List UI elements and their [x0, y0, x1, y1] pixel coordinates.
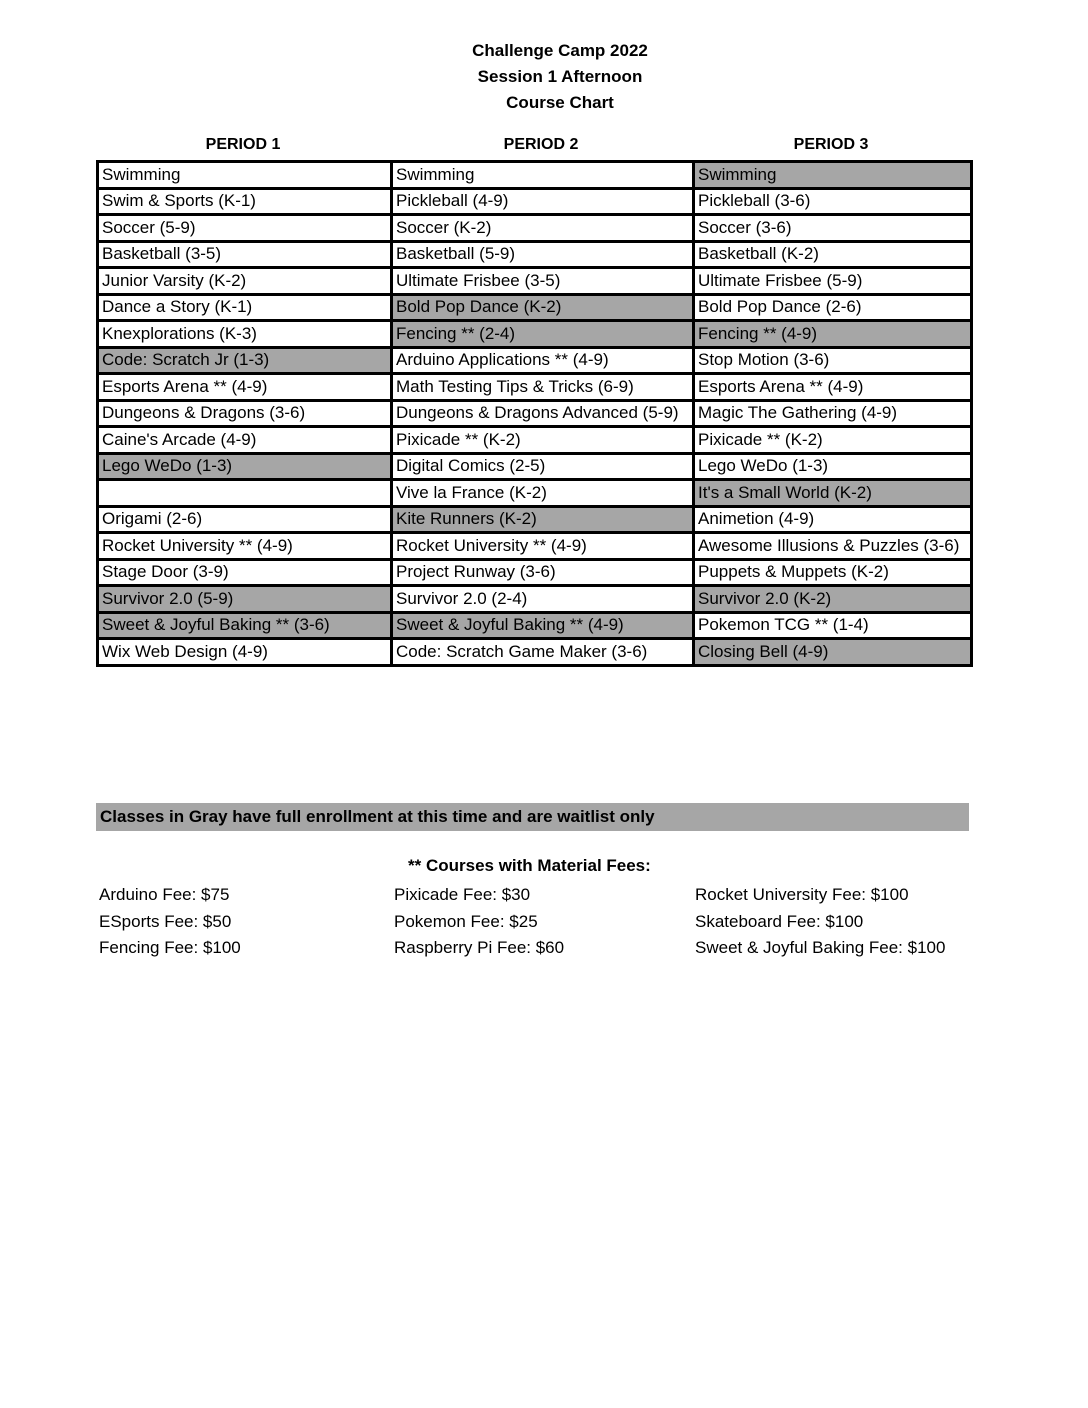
waitlist-notice: Classes in Gray have full enrollment at this time and are waitlist only — [96, 803, 969, 831]
course-cell-period-1: Dance a Story (K-1) — [98, 294, 392, 321]
course-cell-period-2: Pixicade ** (K-2) — [392, 427, 694, 454]
course-row — [98, 347, 972, 374]
course-cell-period-2: Fencing ** (2-4) — [392, 321, 694, 348]
fee-item: Fencing Fee: $100 — [99, 938, 241, 957]
course-cell-period-3: Pixicade ** (K-2) — [694, 427, 972, 454]
course-cell-period-3: Closing Bell (4-9) — [694, 639, 972, 666]
course-cell-period-3: Bold Pop Dance (2-6) — [694, 294, 972, 321]
title-line-session: Session 1 Afternoon — [477, 67, 643, 86]
course-cell-period-2: Pickleball (4-9) — [392, 188, 694, 215]
course-cell-period-3: Pokemon TCG ** (1-4) — [694, 612, 972, 639]
course-cell-period-1: Wix Web Design (4-9) — [98, 639, 392, 666]
course-row — [98, 321, 972, 348]
course-cell-period-3: Basketball (K-2) — [694, 241, 972, 268]
course-cell-period-3: Lego WeDo (1-3) — [694, 453, 972, 480]
course-cell-period-1: Esports Arena ** (4-9) — [98, 374, 392, 401]
period-3-header: PERIOD 3 — [793, 136, 869, 153]
course-row — [98, 427, 972, 454]
course-cell-period-2: Kite Runners (K-2) — [392, 506, 694, 533]
course-row — [98, 453, 972, 480]
period-1-header: PERIOD 1 — [205, 136, 281, 153]
course-cell-period-2: Math Testing Tips & Tricks (6-9) — [392, 374, 694, 401]
course-cell-period-1: Sweet & Joyful Baking ** (3-6) — [98, 612, 392, 639]
period-2-header: PERIOD 2 — [503, 136, 579, 153]
fee-item: Rocket University Fee: $100 — [695, 885, 909, 904]
course-cell-period-3: Magic The Gathering (4-9) — [694, 400, 972, 427]
fee-item: Raspberry Pi Fee: $60 — [394, 938, 565, 957]
course-row — [98, 294, 972, 321]
course-cell-period-1: Knexplorations (K-3) — [98, 321, 392, 348]
course-cell-period-3: Soccer (3-6) — [694, 215, 972, 242]
fee-item: Sweet & Joyful Baking Fee: $100 — [695, 938, 946, 957]
course-row — [98, 506, 972, 533]
fee-item: Pixicade Fee: $30 — [394, 885, 531, 904]
fee-item: Skateboard Fee: $100 — [695, 911, 864, 931]
course-row — [98, 533, 972, 560]
course-row — [98, 612, 972, 639]
course-row — [98, 586, 972, 613]
period-headers — [96, 136, 970, 154]
course-row — [98, 215, 972, 242]
material-fees-heading: ** Courses with Material Fees: — [408, 856, 651, 875]
material-fees-list — [99, 882, 985, 962]
course-cell-period-2: Soccer (K-2) — [392, 215, 694, 242]
course-cell-period-2: Survivor 2.0 (2-4) — [392, 586, 694, 613]
course-cell-period-2: Bold Pop Dance (K-2) — [392, 294, 694, 321]
course-cell-period-1: Soccer (5-9) — [98, 215, 392, 242]
course-cell-period-2: Sweet & Joyful Baking ** (4-9) — [392, 612, 694, 639]
fee-item: Pokemon Fee: $25 — [394, 911, 538, 931]
title-line-camp: Challenge Camp 2022 — [472, 41, 648, 60]
document-title — [0, 38, 1088, 116]
course-cell-period-3: Stop Motion (3-6) — [694, 347, 972, 374]
fee-item: ESports Fee: $50 — [99, 911, 232, 931]
course-cell-period-2: Arduino Applications ** (4-9) — [392, 347, 694, 374]
course-cell-period-1: Swim & Sports (K-1) — [98, 188, 392, 215]
course-cell-period-2: Vive la France (K-2) — [392, 480, 694, 507]
course-row — [98, 188, 972, 215]
course-cell-period-3: Survivor 2.0 (K-2) — [694, 586, 972, 613]
course-row — [98, 374, 972, 401]
fee-column-3 — [695, 882, 985, 962]
course-row — [98, 162, 972, 189]
course-row — [98, 559, 972, 586]
course-cell-period-1: Origami (2-6) — [98, 506, 392, 533]
course-row — [98, 639, 972, 666]
course-cell-period-1: Swimming — [98, 162, 392, 189]
course-row — [98, 480, 972, 507]
course-cell-period-2: Project Runway (3-6) — [392, 559, 694, 586]
course-row — [98, 400, 972, 427]
course-cell-period-2: Rocket University ** (4-9) — [392, 533, 694, 560]
course-cell-period-1: Junior Varsity (K-2) — [98, 268, 392, 295]
course-cell-period-2: Swimming — [392, 162, 694, 189]
fee-column-1 — [99, 882, 394, 962]
course-cell-period-1: Dungeons & Dragons (3-6) — [98, 400, 392, 427]
course-cell-period-1: Basketball (3-5) — [98, 241, 392, 268]
course-row — [98, 241, 972, 268]
course-cell-period-1: Rocket University ** (4-9) — [98, 533, 392, 560]
course-cell-period-3: Swimming — [694, 162, 972, 189]
course-table — [96, 160, 973, 667]
fee-item: Arduino Fee: $75 — [99, 885, 230, 904]
title-line-chart: Course Chart — [506, 93, 614, 112]
course-cell-period-3: It's a Small World (K-2) — [694, 480, 972, 507]
course-cell-period-2: Digital Comics (2-5) — [392, 453, 694, 480]
course-cell-period-3: Ultimate Frisbee (5-9) — [694, 268, 972, 295]
course-cell-period-3: Animetion (4-9) — [694, 506, 972, 533]
course-row — [98, 268, 972, 295]
course-cell-period-1: Lego WeDo (1-3) — [98, 453, 392, 480]
course-cell-period-3: Fencing ** (4-9) — [694, 321, 972, 348]
course-cell-period-2: Basketball (5-9) — [392, 241, 694, 268]
course-cell-period-1: Survivor 2.0 (5-9) — [98, 586, 392, 613]
course-cell-period-3: Pickleball (3-6) — [694, 188, 972, 215]
course-cell-period-1: Stage Door (3-9) — [98, 559, 392, 586]
course-cell-period-2: Ultimate Frisbee (3-5) — [392, 268, 694, 295]
course-cell-period-2: Dungeons & Dragons Advanced (5-9) — [392, 400, 694, 427]
course-cell-period-3: Esports Arena ** (4-9) — [694, 374, 972, 401]
course-cell-period-1 — [98, 480, 392, 507]
course-cell-period-1: Caine's Arcade (4-9) — [98, 427, 392, 454]
course-cell-period-3: Awesome Illusions & Puzzles (3-6) — [694, 533, 972, 560]
course-cell-period-1: Code: Scratch Jr (1-3) — [98, 347, 392, 374]
course-cell-period-3: Puppets & Muppets (K-2) — [694, 559, 972, 586]
fee-column-2 — [394, 882, 695, 962]
course-cell-period-2: Code: Scratch Game Maker (3-6) — [392, 639, 694, 666]
